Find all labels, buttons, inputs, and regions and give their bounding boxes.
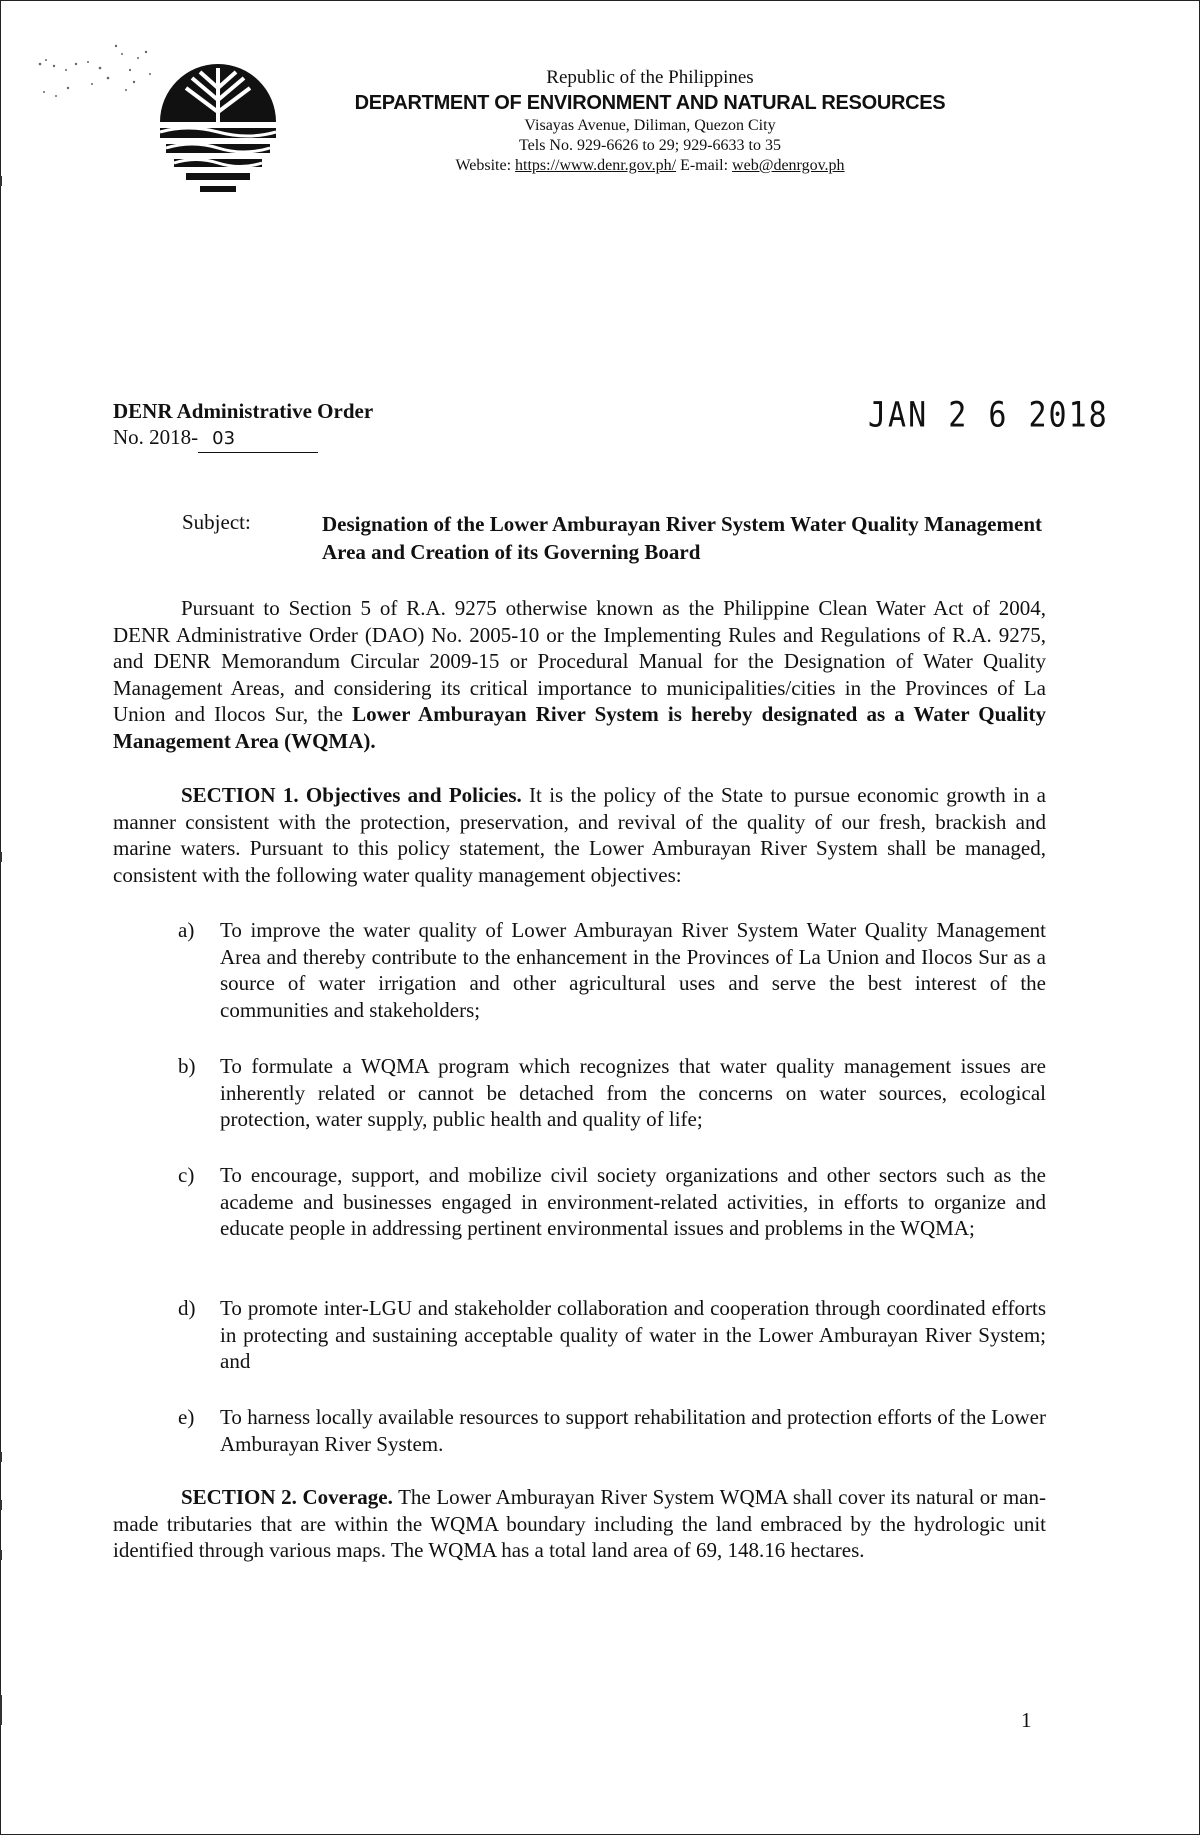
- website-label: Website:: [455, 157, 516, 174]
- scan-edge-mark: [0, 1695, 2, 1725]
- objective-item-d: [178, 1295, 1046, 1375]
- letterhead-address: Visayas Avenue, Diliman, Quezon City: [524, 117, 776, 134]
- order-date-stamp: JAN 2 6 2018: [868, 395, 1109, 436]
- order-number-prefix: No. 2018-: [113, 425, 199, 449]
- objective-item-a: [178, 917, 1046, 1023]
- scan-edge-mark: [0, 176, 2, 186]
- subject-text: Designation of the Lower Amburayan River System Water Quality Management Area and Creation of its Governing Board: [322, 512, 1042, 564]
- section-2-paragraph: [113, 1484, 1046, 1564]
- subject-label: Subject:: [182, 510, 251, 534]
- letterhead-department: DEPARTMENT OF ENVIRONMENT AND NATURAL RESOURCES: [354, 92, 946, 114]
- letterhead-republic: Republic of the Philippines: [546, 67, 754, 88]
- page-number: 1: [1021, 1708, 1032, 1732]
- email-label: E-mail:: [676, 157, 733, 174]
- scan-edge-mark: [0, 1452, 2, 1462]
- order-title: DENR Administrative Order: [113, 399, 374, 423]
- scan-edge-mark: [0, 852, 2, 862]
- letterhead-telephone: Tels No. 929-6626 to 29; 929-6633 to 35: [519, 137, 781, 154]
- order-number-field: 03: [198, 426, 318, 453]
- intro-paragraph: [113, 595, 1046, 754]
- objective-letter: a): [178, 918, 195, 942]
- intro-designation: Lower Amburayan River System is hereby designated as a Water Quality Management Area (WQMA).: [113, 702, 1046, 753]
- website-link[interactable]: https://www.denr.gov.ph/: [515, 157, 677, 174]
- section-1-heading: SECTION 1. Objectives and Policies.: [181, 783, 522, 807]
- order-number-line: [113, 424, 373, 453]
- order-identifier: [113, 398, 373, 453]
- objective-item-e: [178, 1404, 1046, 1457]
- intro-text: Pursuant to Section 5 of R.A. 9275 otherwise known as the Philippine Clean Water Act of 2004, DENR Administrative Order (DAO) No. 2005-10 or the Implementing Rules and Regulations of R.A. 9275, and DENR Memorandum Circular 2009-15 or Procedural Manual for the Designation of Water Quality Management Areas, and considering its critical importance to municipalities/cities in the Provinces of La Union and Ilocos Sur, the: [113, 596, 1046, 726]
- scan-speckle: [30, 40, 170, 120]
- email-link[interactable]: web@denrgov.ph: [732, 157, 845, 174]
- objective-letter: b): [178, 1054, 196, 1078]
- section-1-paragraph: [113, 782, 1046, 888]
- section-1-text: It is the policy of the State to pursue economic growth in a manner consistent with the protection, preservation, and revival of the quality of our fresh, brackish and marine waters. Pursuant to this policy statement, the Lower Amburayan River System shall be managed, consistent with the following water quality management objectives:: [113, 783, 1046, 887]
- scan-edge-mark: [0, 1500, 2, 1510]
- objective-letter: c): [178, 1163, 195, 1187]
- objective-letter: e): [178, 1405, 195, 1429]
- section-2-heading: SECTION 2. Coverage.: [181, 1485, 393, 1509]
- objective-text: To promote inter-LGU and stakeholder collaboration and cooperation through coordinated efforts in protecting and sustaining acceptable quality of water in the Lower Amburayan River System; and: [220, 1296, 1046, 1373]
- objective-text: To harness locally available resources to support rehabilitation and protection efforts of the Lower Amburayan River System.: [220, 1405, 1046, 1456]
- objective-text: To encourage, support, and mobilize civil society organizations and other sectors such as the academe and businesses engaged in environment-related activities, in efforts to organize and educate people in addressing pertinent environmental issues and problems in the WQMA;: [220, 1163, 1046, 1240]
- objective-item-b: [178, 1053, 1046, 1133]
- letterhead: [300, 66, 1000, 176]
- objective-text: To formulate a WQMA program which recognizes that water quality management issues are inherently related or cannot be detached from the concerns on water sources, ecological protection, water supply, public health and quality of life;: [220, 1054, 1046, 1131]
- objective-item-c: [178, 1162, 1046, 1242]
- objective-letter: d): [178, 1296, 196, 1320]
- letterhead-contact: [300, 156, 1000, 176]
- scan-edge-mark: [0, 1550, 2, 1560]
- section-2-text: The Lower Amburayan River System WQMA shall cover its natural or man-made tributaries that are within the WQMA boundary including the land embraced by the hydrologic unit identified through various maps. The WQMA has a total land area of 69, 148.16 hectares.: [113, 1485, 1046, 1562]
- objective-text: To improve the water quality of Lower Amburayan River System Water Quality Management Area and thereby contribute to the enhancement in the Provinces of La Union and Ilocos Sur as a source of water irrigation and other agricultural uses and serve the best interest of the communities and stakeholders;: [220, 918, 1046, 1022]
